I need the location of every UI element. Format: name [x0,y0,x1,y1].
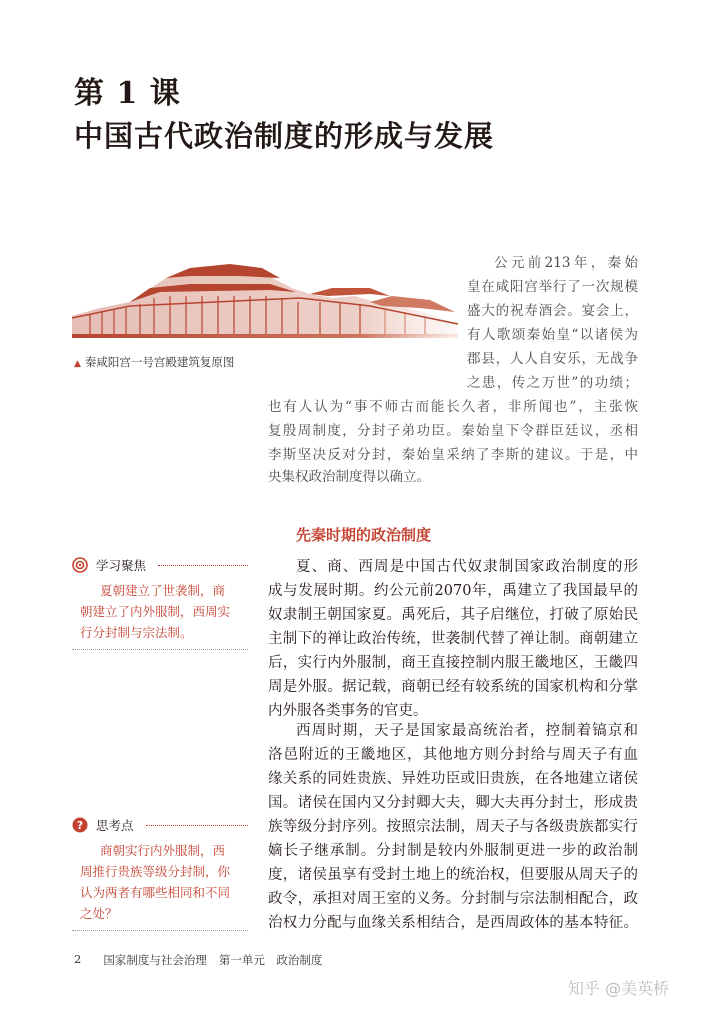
header-rule [158,565,248,566]
intro-line: 之患，传之万世”的功绩； [467,375,638,391]
learning-focus-title: 学习聚焦 [96,558,147,573]
watermark: 知乎 @美英桥 [568,979,670,998]
caption-text: 秦咸阳宫一号宫殿建筑复原图 [84,355,235,369]
intro-line: 盛大的祝寿酒会。宴会上， [467,303,638,319]
palace-illustration [70,258,460,344]
lesson-title: 中国古代政治制度的形成与发展 [74,119,495,153]
body-line: 度，诸侯虽享有受封土地上的统治权，但要服从周天子的 [268,867,638,883]
intro-line: 央集权政治制度得以确立。 [268,469,430,485]
intro-line: 公元前213年，秦始 [494,255,638,271]
learning-focus-box [72,556,248,650]
book-title: 国家制度与社会治理 [103,953,207,967]
body-line: 嫡长子继承制。分封制是较内外服制更进一步的政治制 [268,843,638,859]
body-line: 内外服各类事务的官吏。 [268,703,428,719]
body-line: 西周时期，天子是国家最高统治者，控制着镐京和 [296,723,638,739]
divider [72,930,248,931]
body-line: 周是外服。据记载，商朝已经有较系统的国家机构和分掌 [268,679,638,695]
intro-line: 有人歌颂秦始皇“以诸侯为 [467,327,638,343]
think-line: 商朝实行内外服制，西 [100,843,226,858]
intro-line: 皇在咸阳宫举行了一次规模 [467,279,638,295]
figure-caption [74,354,234,370]
target-icon [72,557,88,573]
focus-line: 朝建立了内外服制，西周实 [80,604,231,619]
body-line: 后，实行内外服制，商王直接控制内服王畿地区，王畿四 [268,655,638,671]
think-line: 认为两者有哪些相同和不同 [80,885,231,900]
think-point-header [72,816,248,834]
body-line: 夏、商、西周是中国古代奴隶制国家政治制度的形 [296,559,638,575]
think-point-title: 思考点 [96,818,134,833]
body-line: 成与发展时期。约公元前2070年，禹建立了我国最早的 [268,583,638,599]
page-number: 2 [74,952,82,966]
think-point-text [72,840,248,924]
body-line: 国。诸侯在国内又分封卿大夫，卿大夫再分封士，形成贵 [268,795,638,811]
think-line: 周推行贵族等级分封制，你 [80,864,231,879]
unit-title: 第一单元 政治制度 [218,953,323,967]
question-icon [72,817,88,833]
divider [72,649,248,650]
body-line: 奴隶制王朝国家夏。禹死后，其子启继位，打破了原始民 [268,607,638,623]
body-line: 洛邑附近的王畿地区，其他地方则分封给与周天子有血 [268,747,638,763]
section-heading: 先秦时期的政治制度 [296,526,432,544]
body-line: 治权力分配与血缘关系相结合，是西周政体的基本特征。 [268,915,638,931]
think-point-box [72,816,248,931]
lesson-number: 第 1 课 [74,76,181,111]
intro-line: 复殷周制度，分封子弟功臣。秦始皇下令群臣廷议，丞相 [268,423,638,439]
body-line: 主制下的禅让政治传统，世袭制代替了禅让制。商朝建立 [268,631,638,647]
intro-line: 也有人认为“事不师古而能长久者，非所闻也”，主张恢 [268,399,638,415]
body-line: 缘关系的同姓贵族、异姓功臣或旧贵族，在各地建立诸侯 [268,771,638,787]
body-line: 族等级分封序列。按照宗法制，周天子与各级贵族都实行 [268,819,638,835]
intro-line: 李斯坚决反对分封，秦始皇采纳了李斯的建议。于是，中 [268,447,638,463]
page-footer [74,952,322,968]
intro-line: 郡县，人人自安乐，无战争 [467,351,638,367]
header-rule [146,825,248,826]
learning-focus-header [72,556,248,574]
focus-line: 夏朝建立了世袭制，商 [100,583,226,598]
triangle-marker-icon: ▲ [74,359,81,369]
body-line: 政令，承担对周王室的义务。分封制与宗法制相配合，政 [268,891,638,907]
focus-line: 行分封制与宗法制。 [80,625,193,640]
think-line: 之处？ [80,906,118,921]
learning-focus-text [72,580,248,643]
svg-text:?: ? [76,819,84,832]
